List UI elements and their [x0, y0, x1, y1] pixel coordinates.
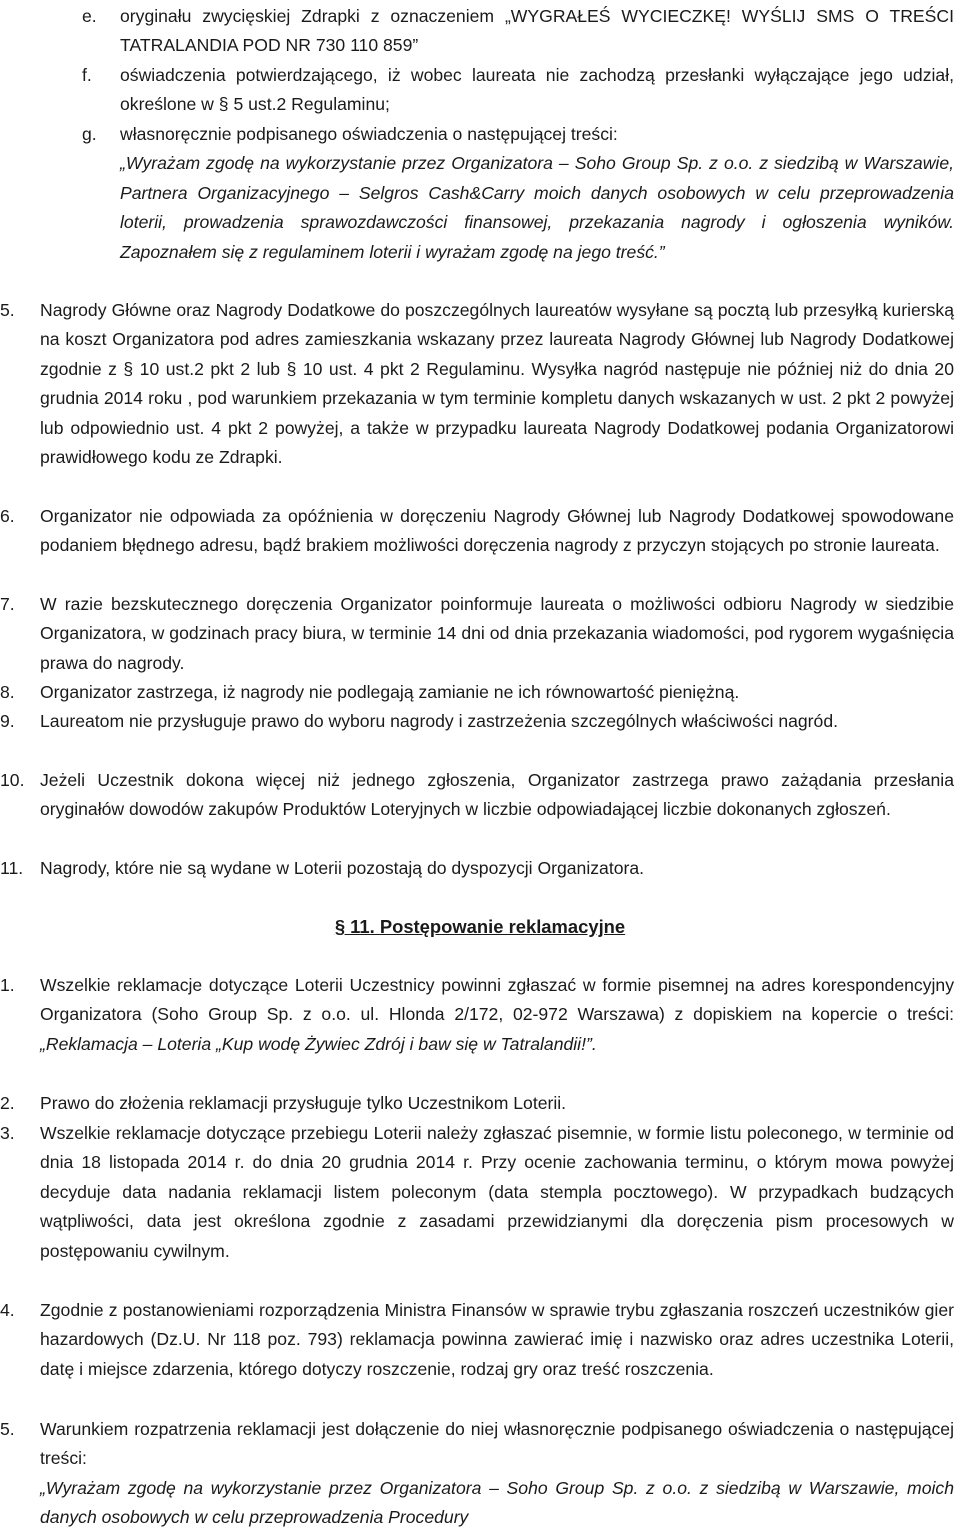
item-body	[40, 1415, 954, 1533]
item-number: 6.	[0, 506, 15, 526]
item-text: oryginału zwycięskiej Zdrapki z oznaczeniem „WYGRAŁEŚ WYCIECZKĘ! WYŚLIJ SMS O TREŚCI TATRALANDIA POD NR 730 110 859”	[120, 6, 954, 56]
item-text: Wszelkie reklamacje dotyczące Loterii Uczestnicy powinni zgłaszać w formie pisemnej na adres korespondencyjny Organizatora (Soho Group Sp. z o.o. ul. Hlonda 2/172, 02-972 Warszawa) z dopiskiem na kopercie o treści:	[40, 975, 954, 1025]
item-text: Organizator zastrzega, iż nagrody nie podlegają zamianie ne ich równowartość pieniężną.	[40, 682, 740, 702]
item-number: 8.	[0, 682, 15, 702]
item-number: 9.	[0, 711, 15, 731]
consent-quote: „Wyrażam zgodę na wykorzystanie przez Organizatora – Soho Group Sp. z o.o. z siedzibą w Warszawie, Partnera Organizacyjnego – Selgros Cash&Carry moich danych osobowych w celu przeprowadzenia loterii, prowadzenia sprawozdawczości finansowej, przekazania nagrody i ogłoszenia wyników. Zapoznałem się z regulaminem loterii i wyrażam zgodę na jego treść.”	[120, 153, 954, 262]
item-number: 2.	[0, 1093, 15, 1113]
item-number: 3.	[0, 1123, 15, 1143]
item-number: 10.	[0, 770, 25, 790]
item-text: W razie bezskutecznego doręczenia Organizator poinformuje laureata o możliwości odbioru Nagrody w siedzibie Organizatora, w godzinach pracy biura, w terminie 14 dni od dnia przekazania wiadomości, pod rygorem wygaśnięcia prawa do nagrody.	[40, 594, 954, 673]
item-text: własnoręcznie podpisanego oświadczenia o następującej treści:	[120, 124, 618, 144]
item-text: Nagrody Główne oraz Nagrody Dodatkowe do poszczególnych laureatów wysyłane są pocztą lub przesyłką kurierską na koszt Organizatora pod adres zamieszkania wskazany przez laureata Nagrody Głównej lub Nagrody Dodatkowej zgodnie z § 10 ust.2 pkt 2 lub § 10 ust. 4 pkt 2 Regulaminu. Wysyłka nagród następuje nie później niż do dnia 20 grudnia 2014 roku , pod warunkiem przekazania w tym terminie kompletu danych wskazanych w ust. 2 pkt 2 powyżej lub odpowiednio ust. 4 pkt 2 powyżej, a także w przypadku laureata Nagrody Dodatkowej podania Organizatorowi prawidłowego kodu ze Zdrapki.	[40, 300, 954, 468]
item-text: Organizator nie odpowiada za opóźnienia w doręczeniu Nagrody Głównej lub Nagrody Dodatkowej spowodowane podaniem błędnego adresu, bądź brakiem możliwości doręczenia nagrody z przyczyn stojących po stronie laureata.	[40, 506, 954, 556]
item-text: Warunkiem rozpatrzenia reklamacji jest dołączenie do niej własnoręcznie podpisanego oświadczenia o następującej treści:	[40, 1419, 954, 1469]
section-heading	[0, 912, 960, 941]
item-text: Zgodnie z postanowieniami rozporządzenia Ministra Finansów w sprawie trybu zgłaszania roszczeń uczestników gier hazardowych (Dz.U. Nr 118 poz. 793) reklamacja powinna zawierać imię i nazwisko oraz adres uczestnika Loterii, datę i miejsce zdarzenia, którego dotyczy roszczenie, rodzaj gry oraz treść roszczenia.	[40, 1300, 954, 1379]
item-number: 4.	[0, 1300, 15, 1320]
item-number: 7.	[0, 594, 15, 614]
item-text: Prawo do złożenia reklamacji przysługuje tylko Uczestnikom Loterii.	[40, 1093, 567, 1113]
item-text: Nagrody, które nie są wydane w Loterii pozostają do dyspozycji Organizatora.	[40, 858, 645, 878]
section-heading-text: § 11. Postępowanie reklamacyjne	[334, 916, 626, 937]
item-text: oświadczenia potwierdzającego, iż wobec laureata nie zachodzą przesłanki wyłączające jego udział, określone w § 5 ust.2 Regulaminu;	[120, 65, 954, 115]
envelope-note-quote: „Reklamacja – Loteria „Kup wodę Żywiec Zdrój i baw się w Tatralandii!”.	[40, 1033, 597, 1054]
item-body	[40, 971, 954, 1059]
item-number: f.	[82, 65, 92, 85]
item-number: 5.	[0, 1419, 15, 1439]
item-number: 5.	[0, 300, 15, 320]
item-text: Wszelkie reklamacje dotyczące przebiegu Loterii należy zgłaszać pisemnie, w formie listu poleconego, w terminie od dnia 18 listopada 2014 r. do dnia 20 grudnia 2014 r. Przy ocenie zachowania terminu, o którym mowa powyżej decyduje data nadania reklamacji listem poleconym (data stempla pocztowego). W przypadkach budzących wątpliwości, data jest określona zgodnie z zasadami przewidzianymi dla doręczenia pism procesowych w postępowaniu cywilnym.	[40, 1123, 954, 1261]
item-number: e.	[82, 6, 97, 26]
item-number: 1.	[0, 975, 15, 995]
item-number: 11.	[0, 858, 24, 878]
item-text: Jeżeli Uczestnik dokona więcej niż jednego zgłoszenia, Organizator zastrzega prawo zażądania przesłania oryginałów dowodów zakupów Produktów Loteryjnych w liczbie odpowiadającej liczbie dokonanych zgłoszeń.	[40, 770, 954, 820]
consent-quote: „Wyrażam zgodę na wykorzystanie przez Organizatora – Soho Group Sp. z o.o. z siedzibą w Warszawie, moich danych osobowych w celu przeprowadzenia Procedury	[40, 1477, 954, 1528]
item-text: Laureatom nie przysługuje prawo do wyboru nagrody i zastrzeżenia szczególnych właściwości nagród.	[40, 711, 838, 731]
item-body	[120, 120, 954, 267]
item-number: g.	[82, 124, 97, 144]
